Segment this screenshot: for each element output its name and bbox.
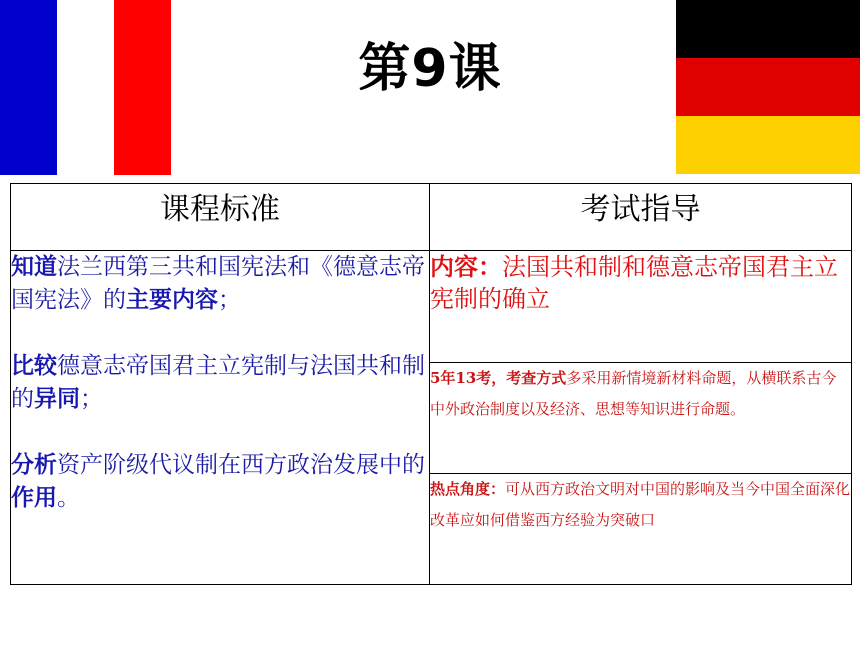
punctuation: ； xyxy=(80,386,103,412)
punctuation: 。 xyxy=(57,485,80,511)
keyword: 比较 xyxy=(11,353,57,379)
content-text: 法国共和制和德意志帝国君主立宪制的确立 xyxy=(430,253,838,313)
header-exam-guide: 考试指导 xyxy=(430,184,852,251)
keyword: 知道 xyxy=(11,254,57,280)
table-header-row xyxy=(11,184,852,251)
standard-text: 法兰西第三共和国宪法和《德意志帝国宪法》的 xyxy=(11,254,425,313)
standard-item-analyze xyxy=(11,449,429,515)
flag-stripe-black xyxy=(676,0,860,58)
standard-item-know xyxy=(11,251,429,317)
keyword: 异同 xyxy=(34,386,80,412)
hotspot-text: 可从西方政治文明对中国的影响及当今中国全面深化改革应如何借鉴西方经验为突破口 xyxy=(430,480,851,529)
keyword: 热点角度： xyxy=(430,480,506,498)
header-course-standard: 课程标准 xyxy=(11,184,430,251)
standards-table xyxy=(10,183,852,585)
keyword: 作用 xyxy=(11,485,57,511)
exam-method-cell xyxy=(430,363,852,474)
course-standard-cell xyxy=(11,251,430,585)
standard-text: 德意志帝国君主立宪制与法国共和制的 xyxy=(11,353,425,412)
hotspot-cell xyxy=(430,474,852,585)
exam-content-cell xyxy=(430,251,852,363)
flag-stripe-red xyxy=(676,58,860,116)
standard-item-compare xyxy=(11,350,429,416)
german-flag xyxy=(676,0,860,174)
page-title: 第9课 xyxy=(358,39,502,99)
punctuation: ； xyxy=(218,287,241,313)
method-text: 多采用新情境新材料命题，从横联系古今中外政治制度以及经济、思想等知识进行命题。 xyxy=(430,369,837,418)
keyword: 5年13考，考查方式 xyxy=(430,369,567,387)
keyword: 分析 xyxy=(11,452,57,478)
keyword: 主要内容 xyxy=(126,287,218,313)
standard-text: 资产阶级代议制在西方政治发展中的 xyxy=(57,452,425,478)
keyword: 内容： xyxy=(430,253,502,281)
flag-stripe-gold xyxy=(676,116,860,174)
